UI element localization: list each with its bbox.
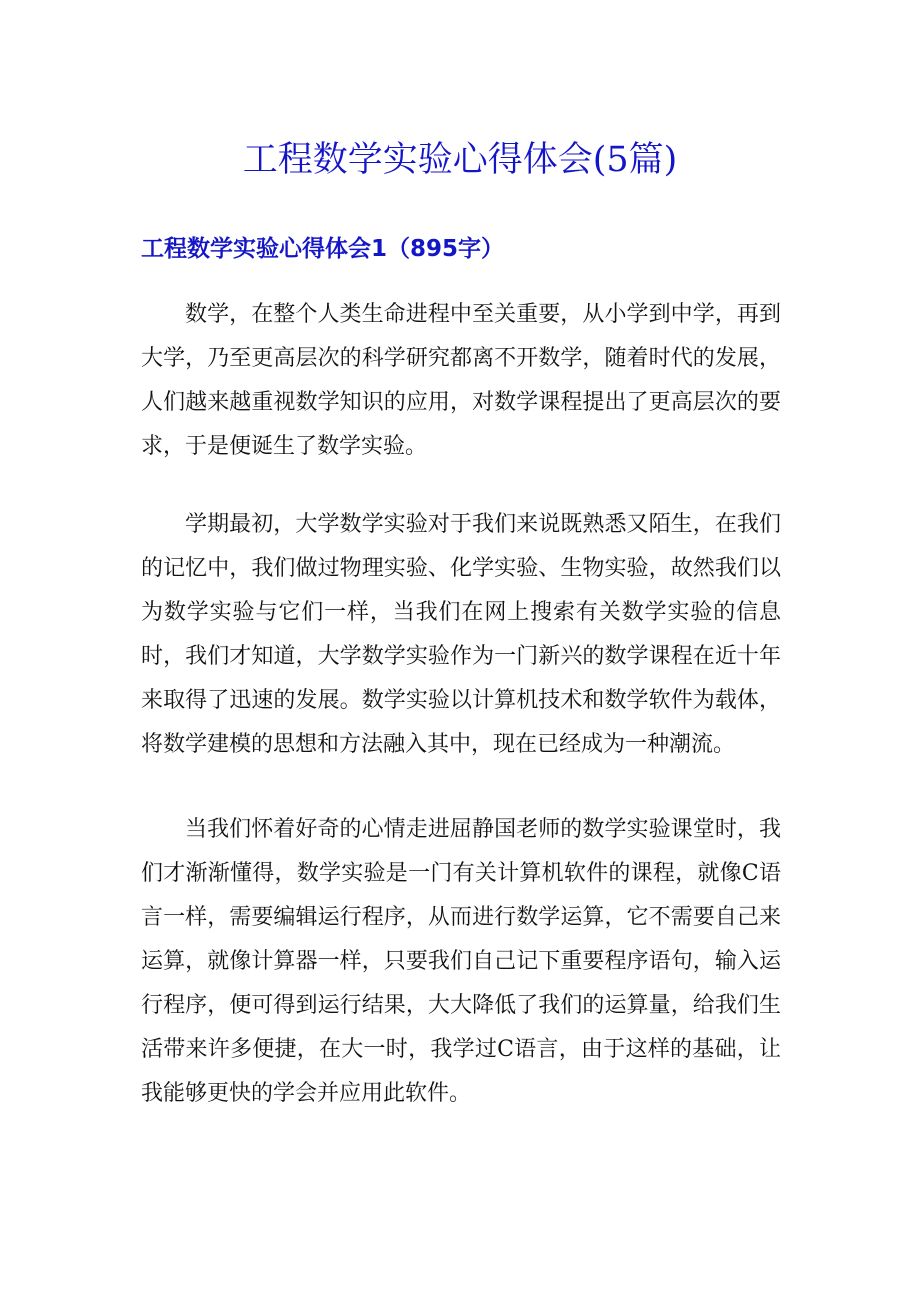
paragraph-2: 学期最初，大学数学实验对于我们来说既熟悉又陌生，在我们的记忆中，我们做过物理实验、化学实验、生物实验，故然我们以为数学实验与它们一样，当我们在网上搜索有关数学实验的信息时，我们才知道，大学数学实验作为一门新兴的数学课程在近十年来取得了迅速的发展。数学实验以计算机技术和数学软件为载体，将数学建模的思想和方法融入其中，现在已经成为一种潮流。	[141, 512, 781, 757]
section-heading: 工程数学实验心得体会1（895字）	[141, 236, 505, 262]
paragraph-3: 当我们怀着好奇的心情走进屈静国老师的数学实验课堂时，我们才渐渐懂得，数学实验是一门有关计算机软件的课程，就像C语言一样，需要编辑运行程序，从而进行数学运算，它不需要自己来运算，就像计算器一样，只要我们自己记下重要程序语句，输入运行程序，便可得到运行结果，大大降低了我们的运算量，给我们生活带来许多便捷，在大一时，我学过C语言，由于这样的基础，让我能够更快的学会并应用此软件。	[141, 817, 781, 1106]
paragraph-1: 数学，在整个人类生命进程中至关重要，从小学到中学，再到大学，乃至更高层次的科学研究都离不开数学，随着时代的发展，人们越来越重视数学知识的应用，对数学课程提出了更高层次的要求，于是便诞生了数学实验。	[141, 302, 781, 459]
document-title: 工程数学实验心得体会(5篇)	[242, 140, 678, 180]
